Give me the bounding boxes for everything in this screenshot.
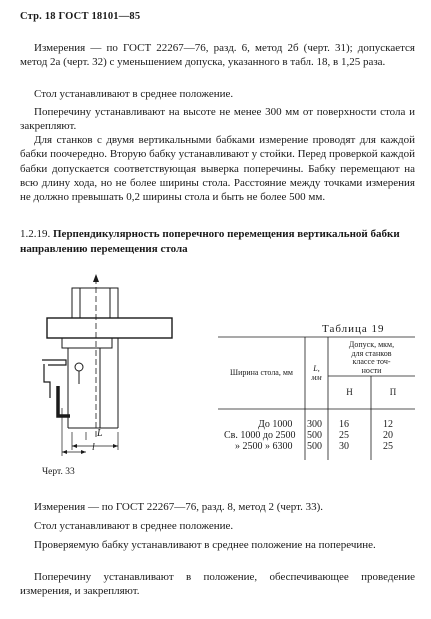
- figure-caption: Черт. 33: [42, 467, 75, 477]
- table-cell-L: 500: [307, 441, 322, 452]
- table-cell-P: 20: [383, 430, 393, 441]
- table-cell-P: 12: [383, 419, 393, 430]
- section-number: 1.2.19.: [20, 228, 51, 240]
- table-cell-P: 25: [383, 441, 393, 452]
- column-top: [72, 288, 118, 318]
- table-cell-width: Св. 1000 до 2500: [224, 430, 296, 441]
- table-header-width: Ширина стола, мм: [230, 368, 293, 377]
- spindle-head: [62, 338, 112, 348]
- paragraph-head-position: Проверяемую бабку устанавливают в среднее положение на поперечине.: [34, 539, 376, 551]
- table-cell-width: » 2500 » 6300: [235, 441, 293, 452]
- table-header-L: L, мм: [311, 364, 322, 382]
- table-cell-L: 300: [307, 419, 322, 430]
- section-title: Перпендикулярность поперечного перемещения вертикальной бабки направлению перемещения стола: [20, 228, 400, 255]
- table-title: Таблица 19: [322, 323, 385, 335]
- paragraph-measurement-method: Измерения — по ГОСТ 22267—76, разд. 6, метод 2б (черт. 31); допускается метод 2а (черт. 32) с уменьшением допуска, указанного в табл. 18, в 1,25 раза.: [20, 42, 415, 69]
- table-cell-L: 500: [307, 430, 322, 441]
- table-cell-H: 25: [339, 430, 349, 441]
- table-header-class-H: Н: [346, 387, 353, 397]
- crossbar: [47, 318, 172, 338]
- table-cell-width: До 1000: [258, 419, 293, 430]
- figure-label-l: l: [92, 442, 95, 453]
- table-header-tolerance: Допуск, мкм, для станков классе точ- ности: [348, 340, 395, 375]
- paragraph-table-position-2: Стол устанавливают в среднее положение.: [34, 520, 234, 532]
- page-header: Стр. 18 ГОСТ 18101—85: [20, 11, 141, 22]
- paragraph-table-position: Стол устанавливают в среднее положение.: [34, 88, 234, 100]
- table-cell-H: 16: [339, 419, 349, 430]
- paragraph-crossbar-height: Поперечину устанавливают на высоте не менее 300 мм от поверхности стола и закрепляют.: [20, 106, 415, 133]
- paragraph-crossbar-position: Поперечину устанавливают в положение, обеспечивающее проведение измерения, и закрепляют.: [20, 571, 415, 598]
- table-cell-H: 30: [339, 441, 349, 452]
- table-header-class-P: П: [389, 387, 397, 397]
- paragraph-measurement-method-33: Измерения — по ГОСТ 22267—76, разд. 8, метод 2 (черт. 33).: [34, 501, 324, 513]
- figure-label-L: L: [97, 428, 103, 439]
- paragraph-two-heads: Для станков с двумя вертикальными бабками измерение проводят для каждой бабки поочередно. Вторую бабку устанавливают у стойки. Перед проверкой каждой бабки допускается соответствующая выверка поперечины. Бабку перемещают на всю длину хода, но не более ширины стола. Расстояние между точками измерения не должно превышать 0,2 ширины стола и быть не более 500 мм.: [20, 134, 415, 204]
